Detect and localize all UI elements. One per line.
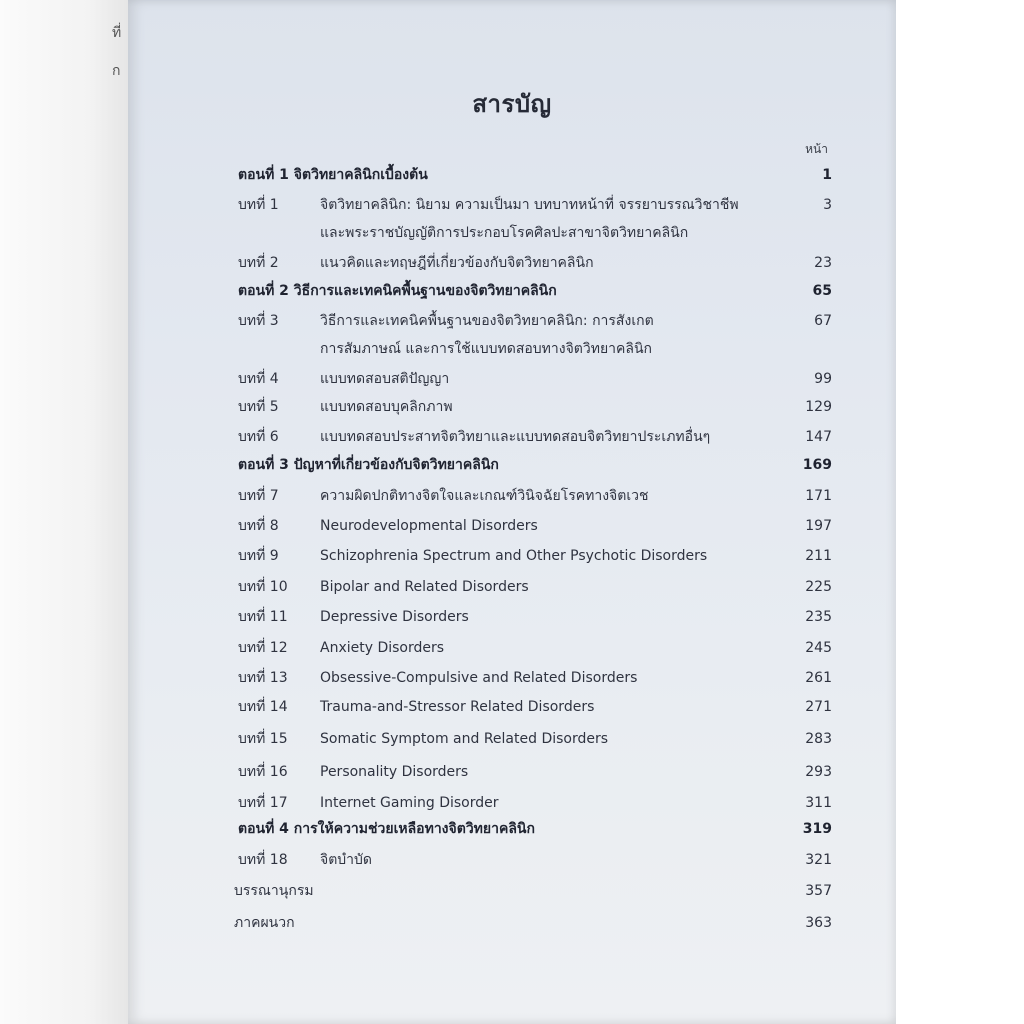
toc-chapter xyxy=(128,370,896,398)
toc-chapter xyxy=(128,254,896,282)
entry-title: แบบทดสอบสติปัญญา xyxy=(320,371,450,387)
page-number: 261 xyxy=(805,670,832,686)
entry-title: ภาคผนวก xyxy=(234,915,295,931)
chapter-label: บทที่ 7 xyxy=(238,488,279,504)
page-number: 271 xyxy=(805,699,832,715)
page-number: 1 xyxy=(822,167,832,183)
toc-chapter xyxy=(128,517,896,545)
entry-title: Personality Disorders xyxy=(320,764,469,780)
toc-chapter xyxy=(128,698,896,726)
page-number: 235 xyxy=(805,609,832,625)
chapter-label: บทที่ 2 xyxy=(238,255,279,271)
chapter-label: บทที่ 6 xyxy=(238,429,279,445)
toc-chapter xyxy=(128,639,896,667)
entry-title: Neurodevelopmental Disorders xyxy=(320,518,538,534)
page-number: 23 xyxy=(814,255,832,271)
entry-title: Schizophrenia Spectrum and Other Psychotic Disorders xyxy=(320,548,708,564)
entry-title: Somatic Symptom and Related Disorders xyxy=(320,731,609,747)
toc-chapter xyxy=(128,428,896,456)
entry-title: ตอนที่ 1 จิตวิทยาคลินิกเบื้องต้น xyxy=(238,167,428,183)
page-number: 99 xyxy=(814,371,832,387)
entry-title: บรรณานุกรม xyxy=(234,883,314,899)
entry-title: Anxiety Disorders xyxy=(320,640,445,656)
toc-chapter xyxy=(128,487,896,515)
toc-chapter xyxy=(128,578,896,606)
chapter-label: บทที่ 15 xyxy=(238,731,288,747)
page-number: 169 xyxy=(802,457,832,473)
entry-title: ตอนที่ 4 การให้ความช่วยเหลือทางจิตวิทยาคลินิก xyxy=(238,821,535,837)
page-number: 311 xyxy=(805,795,832,811)
toc-part xyxy=(128,282,896,310)
toc-chapter xyxy=(128,196,896,241)
toc-chapter xyxy=(128,608,896,636)
entry-title: ตอนที่ 3 ปัญหาที่เกี่ยวข้องกับจิตวิทยาคลินิก xyxy=(238,457,499,473)
chapter-label: บทที่ 13 xyxy=(238,670,288,686)
entry-title: Bipolar and Related Disorders xyxy=(320,579,529,595)
entry-title: Internet Gaming Disorder xyxy=(320,795,499,811)
chapter-label: บทที่ 1 xyxy=(238,197,279,213)
toc-entry xyxy=(128,914,896,942)
page-number: 245 xyxy=(805,640,832,656)
page-number: 147 xyxy=(805,429,832,445)
chapter-label: บทที่ 16 xyxy=(238,764,288,780)
background-right xyxy=(896,0,1024,1024)
page-number: 211 xyxy=(805,548,832,564)
chapter-label: บทที่ 3 xyxy=(238,313,279,329)
chapter-label: บทที่ 10 xyxy=(238,579,288,595)
page-number: 129 xyxy=(805,399,832,415)
page-number: 171 xyxy=(805,488,832,504)
toc-chapter xyxy=(128,763,896,791)
toc-part xyxy=(128,820,896,848)
page-number: 65 xyxy=(812,283,832,299)
page-number: 225 xyxy=(805,579,832,595)
chapter-label: บทที่ 18 xyxy=(238,852,288,868)
entry-title: แบบทดสอบประสาทจิตวิทยาและแบบทดสอบจิตวิทยาประเภทอื่นๆ xyxy=(320,429,711,445)
page-number: 363 xyxy=(805,915,832,931)
entry-title: แนวคิดและทฤษฎีที่เกี่ยวข้องกับจิตวิทยาคลินิก xyxy=(320,255,594,271)
entry-title: จิตวิทยาคลินิก: นิยาม ความเป็นมา บทบาทหน้าที่ จรรยาบรรณวิชาชีพ xyxy=(320,197,739,213)
page-number: 197 xyxy=(805,518,832,534)
chapter-label: บทที่ 11 xyxy=(238,609,288,625)
edge-char: ที่ xyxy=(112,25,122,41)
toc-chapter xyxy=(128,730,896,758)
entry-title: วิธีการและเทคนิคพื้นฐานของจิตวิทยาคลินิก: การสังเกต xyxy=(320,313,654,329)
toc-chapter xyxy=(128,851,896,879)
page-number: 319 xyxy=(802,821,832,837)
entry-title: Depressive Disorders xyxy=(320,609,469,625)
toc-chapter xyxy=(128,669,896,697)
page-number: 283 xyxy=(805,731,832,747)
edge-char: ก xyxy=(112,63,121,79)
chapter-label: บทที่ 9 xyxy=(238,548,279,564)
chapter-label: บทที่ 14 xyxy=(238,699,288,715)
entry-title: จิตบำบัด xyxy=(320,852,373,868)
page-number: 67 xyxy=(814,313,832,329)
toc-part xyxy=(128,456,896,484)
page-column-header: หน้า xyxy=(805,142,828,156)
adjacent-page-edge xyxy=(0,0,128,1024)
page-number: 357 xyxy=(805,883,832,899)
toc-chapter xyxy=(128,398,896,426)
entry-title: แบบทดสอบบุคลิกภาพ xyxy=(320,399,453,415)
toc-entry xyxy=(128,882,896,910)
toc-page xyxy=(128,0,896,1024)
chapter-label: บทที่ 17 xyxy=(238,795,288,811)
toc-chapter xyxy=(128,794,896,822)
toc-part xyxy=(128,166,896,194)
entry-title-continued: การสัมภาษณ์ และการใช้แบบทดสอบทางจิตวิทยาคลินิก xyxy=(320,341,653,357)
page-title: สารบัญ xyxy=(472,90,552,118)
chapter-label: บทที่ 8 xyxy=(238,518,279,534)
entry-title: Trauma-and-Stressor Related Disorders xyxy=(320,699,595,715)
entry-title: ตอนที่ 2 วิธีการและเทคนิคพื้นฐานของจิตวิทยาคลินิก xyxy=(238,283,557,299)
entry-title-continued: และพระราชบัญญัติการประกอบโรคศิลปะสาขาจิตวิทยาคลินิก xyxy=(320,225,689,241)
chapter-label: บทที่ 4 xyxy=(238,371,279,387)
page-number: 293 xyxy=(805,764,832,780)
page-number: 321 xyxy=(805,852,832,868)
toc-chapter xyxy=(128,312,896,357)
entry-title: ความผิดปกติทางจิตใจและเกณฑ์วินิจฉัยโรคทางจิตเวช xyxy=(320,488,649,504)
toc-chapter xyxy=(128,547,896,575)
entry-title: Obsessive-Compulsive and Related Disorders xyxy=(320,670,638,686)
chapter-label: บทที่ 12 xyxy=(238,640,288,656)
chapter-label: บทที่ 5 xyxy=(238,399,279,415)
page-number: 3 xyxy=(823,197,832,213)
